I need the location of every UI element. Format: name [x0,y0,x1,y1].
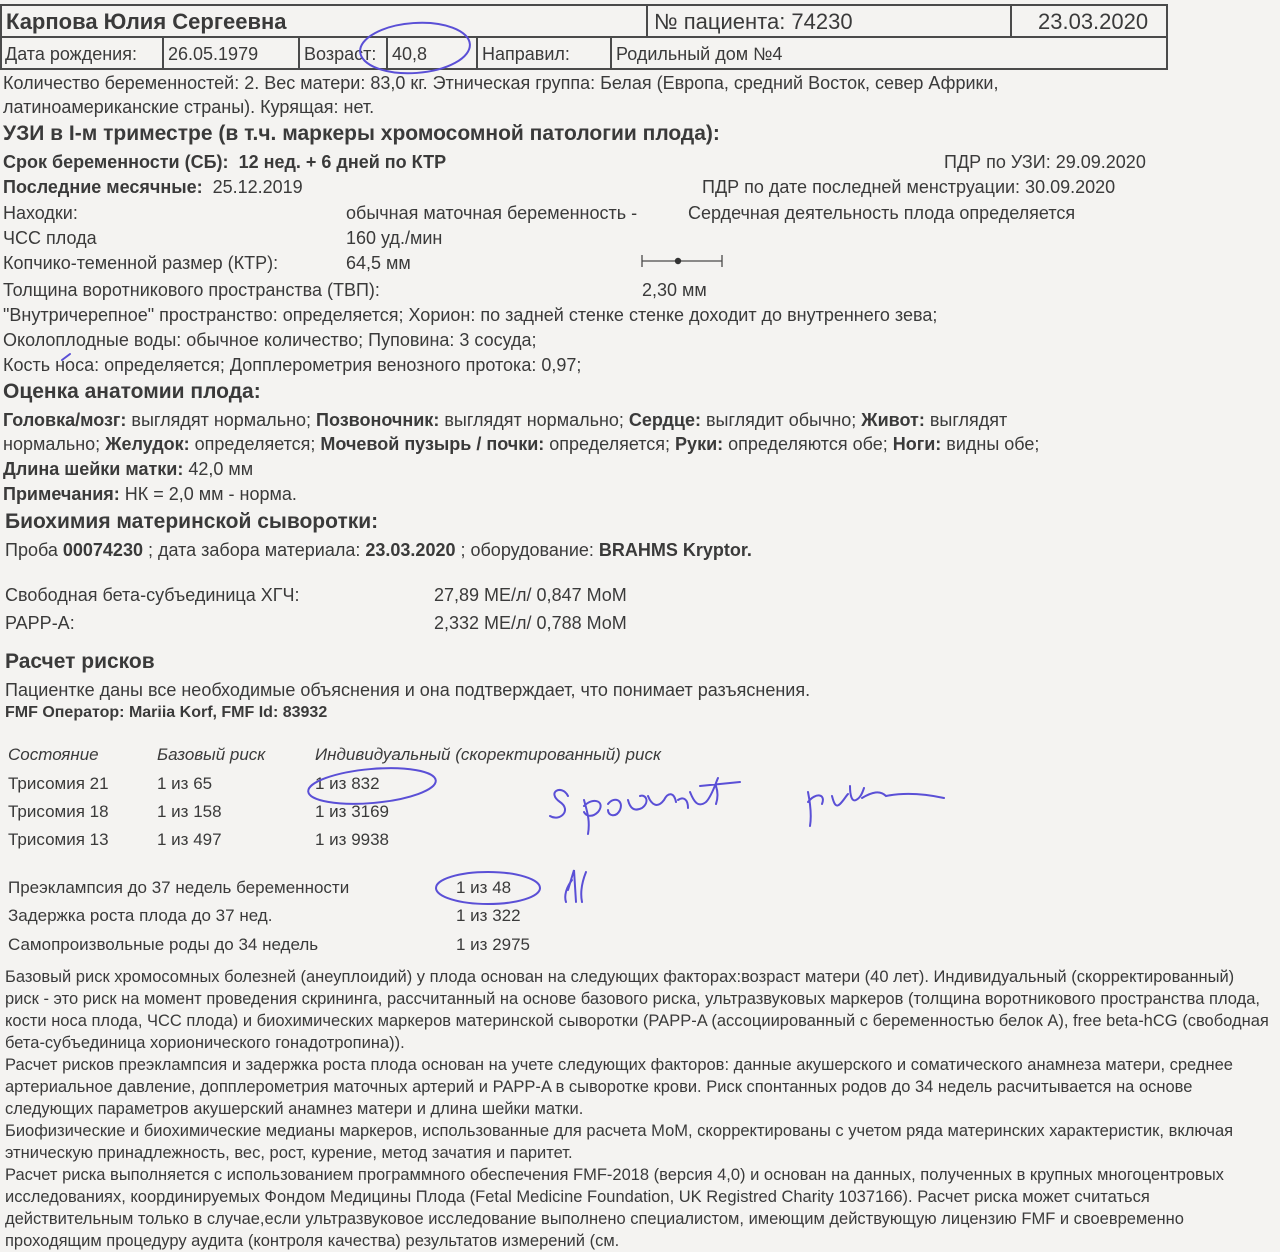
abdomen-value: выглядят [924,410,1008,430]
risk-base: 1 из 65 [157,774,213,793]
equipment-value: BRAHMS Kryptor. [598,540,752,560]
hr-label: ЧСС плода [3,228,97,248]
cervix-line [3,459,253,480]
patient-number: № пациента: 74230 [654,9,853,34]
nasal-line: Кость носа: определяется; Допплерометрия венозного протока: 0,97; [3,355,582,375]
heart-value: выглядит обычно; [700,410,862,430]
term-row [3,152,446,173]
risk-base: 1 из 497 [157,830,222,849]
sample-date: 23.03.2020 [365,540,456,560]
consent-line: Пациентке даны все необходимые объяснения и она подтверждает, что понимает разъяснения. [5,680,811,700]
risk-value: 1 из 48 [456,878,512,897]
term-value: 12 нед. + 6 дней по КТР [238,152,447,172]
findings-heart: Сердечная деятельность плода определяется [688,203,1076,223]
operator-line: FMF Оператор: Mariia Korf, FMF Id: 83932 [5,704,328,721]
fluid-line: Околоплодные воды: обычное количество; Пуповина: 3 сосуда; [3,330,537,350]
risk-state: Самопроизвольные роды до 34 недель [8,935,319,954]
hcg-value: 27,89 МЕ/л/ 0,847 МоМ [434,585,627,605]
divider [476,38,478,68]
report-date: 23.03.2020 [1038,9,1149,34]
info-line-1: Количество беременностей: 2. Вес матери: 83,0 кг. Этническая группа: Белая (Европа, средний Восток, север Африки, [3,73,999,93]
dob-label: Дата рождения: [5,44,137,64]
notes-line [3,484,297,505]
risk-state: Преэклампсия до 37 недель беременности [8,878,350,897]
abdomen-label: Живот: [861,410,925,430]
hcg-label: Свободная бета-субъединица ХГЧ: [5,585,300,605]
lmp-value: 25.12.2019 [212,177,303,197]
divider [610,38,612,68]
divider [386,38,388,68]
risk-value: 1 из 322 [456,906,521,925]
patient-name: Карпова Юлия Сергеевна [6,9,287,34]
explanation-p3: Биофизические и биохимические медианы маркеров, использованные для расчета МоМ, скорректированы с учетом ряда материнских характеристик, включая этническую принадлежность, вес, рост, курение, метод зачатия и паритет. [5,1122,1234,1162]
sample-number: 00074230 [62,540,143,560]
sample-date-label: ; дата забора материала: [142,540,366,560]
bladder-label: Мочевой пузырь / почки: [320,434,545,454]
papp-value: 2,332 МЕ/л/ 0,788 МоМ [434,613,627,633]
referred-value: Родильный дом №4 [616,44,783,64]
notes-value: НК = 2,0 мм - норма. [119,484,297,504]
anatomy-title: Оценка анатомии плода: [3,380,261,403]
anatomy-line-2 [3,434,1039,455]
divider [162,38,164,68]
uzi-title: УЗИ в I-м триместре (в т.ч. маркеры хромосомной патологии плода): [3,122,720,145]
risk-indiv: 1 из 9938 [315,830,390,849]
sample-line [5,540,752,561]
intracranial-line: "Внутричерепное" пространство: определяется; Хорион: по задней стенке стенке доходит до внутреннего зева; [3,305,938,325]
stomach-label: Желудок: [105,434,190,454]
bladder-value: определяется; [544,434,676,454]
risk-state: Трисомия 18 [8,802,109,821]
heart-label: Сердце: [628,410,701,430]
spine-value: выглядят нормально; [439,410,629,430]
info-line-2: латиноамериканские страны). Курящая: нет. [3,97,375,117]
explanation-p4: Расчет риска выполняется с использованием программного обеспечения FMF-2018 (версия 4,0) и основан на данных, полученных в крупных многоцентровых исследованиях, координируемых Фондом Медицины Плода (Fetal Medicine Foundation, UK Registred Charity 1037166). Расчет риска может считаться действительным только в случае,если ультразвуковое исследование выполнено специалистом, имеющим действующую лицензию FMF и своевременно проходящим процедуру аудита (контроля качества) результатов измерений (см. [5,1166,1224,1250]
stomach-value: определяется; [189,434,321,454]
age-value: 40,8 [392,44,428,64]
hr-value: 160 уд./мин [346,228,443,248]
cervix-value: 42,0 мм [183,459,254,479]
legs-label: Ноги: [892,434,942,454]
dob-value: 26.05.1979 [168,44,259,64]
pdr-uzi: ПДР по УЗИ: 29.09.2020 [944,152,1146,172]
head-value: выглядят нормально; [126,410,317,430]
handwritten-mark-2 [808,786,944,826]
risk-title: Расчет рисков [5,650,155,673]
handwritten-mark-3 [565,870,586,902]
referred-label: Направил: [482,44,570,64]
col-indiv: Индивидуальный (скоректированный) риск [315,745,661,764]
header-row-2 [0,36,1168,70]
findings-value: обычная маточная беременность - [346,203,638,223]
col-base: Базовый риск [157,745,266,764]
sample-prefix: Проба [5,540,63,560]
header-row-1 [0,4,1168,38]
risk-base: 1 из 158 [157,802,222,821]
explanation-p1: Базовый риск хромосомных болезней (анеуплоидий) у плода основан на следующих факторах:возраст матери (40 лет). Индивидуальный (скорректированный) риск - это риск на момент проведения скрининга, рассчитанный на основе базового риска, ультразвуковых маркеров (толщина воротникового пространства плода, кости носа плода, ЧСС плода) и биохимических маркеров материнской сыворотки (PAPP-A (ассоциированный с беременностью белок А), free beta-hCG (свободная бета-субъединица хорионического гонадотропина)). [5,968,1269,1052]
nt-label: Толщина воротникового пространства (ТВП): [3,280,380,300]
anatomy-line-1 [3,410,1007,431]
handwritten-mark-1 [550,778,740,834]
lmp-row [3,177,303,198]
term-label: Срок беременности (СБ): [3,152,229,172]
crl-value: 64,5 мм [346,253,411,273]
notes-label: Примечания: [3,484,120,504]
risk-indiv: 1 из 832 [315,774,380,793]
arms-value: определяются обе; [723,434,893,454]
divider [298,38,300,68]
risk-state: Задержка роста плода до 37 нед. [8,906,273,925]
crl-scale-graphic [640,252,724,270]
risk-state: Трисомия 13 [8,830,109,849]
arms-label: Руки: [675,434,724,454]
risk-state: Трисомия 21 [8,774,109,793]
risk-value: 1 из 2975 [456,935,531,954]
divider [1010,6,1012,36]
risk-indiv: 1 из 3169 [315,802,390,821]
legs-value: видны обе; [941,434,1040,454]
biochem-title: Биохимия материнской сыворотки: [5,510,379,533]
equipment-label: ; оборудование: [455,540,599,560]
divider [646,6,648,36]
crl-label: Копчико-теменной размер (КТР): [3,253,279,273]
cervix-label: Длина шейки матки: [3,459,184,479]
age-label: Возраст: [304,44,377,64]
abdomen-value-cont: нормально; [3,434,106,454]
pdr-lmp: ПДР по дате последней менструации: 30.09.2020 [702,177,1116,197]
head-label: Головка/мозг: [3,410,127,430]
explanation-p2: Расчет рисков преэклампсия и задержка роста плода основан на учете следующих факторов: данные акушерского и соматического анамнеза матери, среднее артериальное давление, допплерометрия маточных артерий и PAPP-A в сыворотке крови. Риск спонтанных родов до 34 недель расчитывается на основе следующих параметров акушерский анамнез матери и длина шейки матки. [5,1056,1233,1118]
col-state: Состояние [8,745,99,764]
nt-value: 2,30 мм [642,280,707,300]
lmp-label: Последние месячные: [3,177,203,197]
findings-label: Находки: [3,203,78,223]
papp-label: PAPP-A: [5,613,75,633]
spine-label: Позвоночник: [316,410,440,430]
